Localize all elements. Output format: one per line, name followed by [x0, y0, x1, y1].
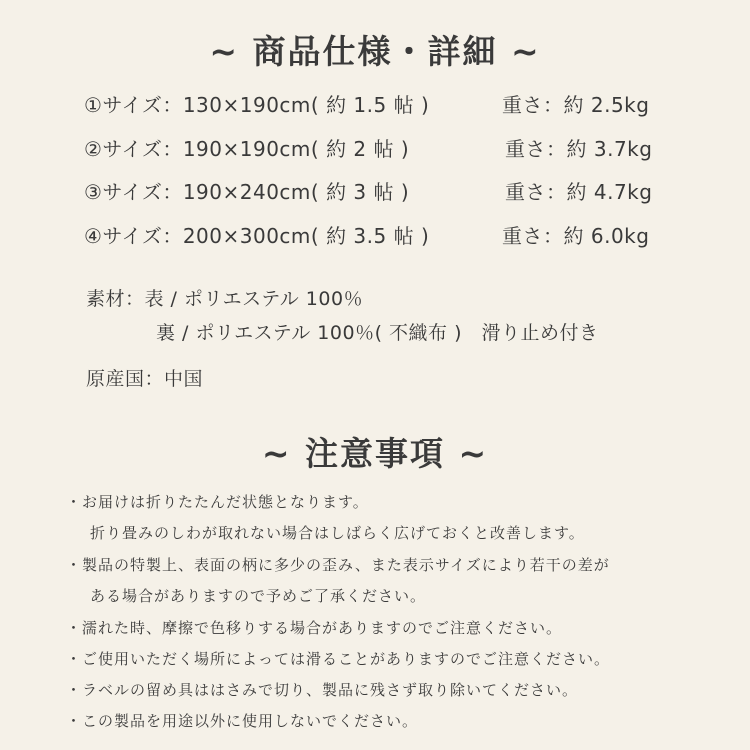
material-back: 裏 / ポリエステル 100％( 不織布 ) 滑り止め付き: [156, 322, 599, 344]
notice-item-1-cont: 折り畳みのしわが取れない場合はしばらく広げておくと改善します。: [90, 524, 585, 542]
notice-item-5: ・ラベルの留め具ははさみで切り、製品に残さず取り除いてください。: [66, 681, 579, 699]
spec-weight-row-2: 重さ：約 3.7kg: [505, 137, 653, 161]
notice-section-title: ~ 注意事項 ~: [261, 434, 489, 473]
spec-size-row-4: ④サイズ：200×300cm( 約 3.5 帖 ): [84, 224, 430, 248]
spec-weight-row-4: 重さ：約 6.0kg: [502, 224, 650, 248]
spec-weight-row-3: 重さ：約 4.7kg: [505, 180, 653, 204]
notice-item-4: ・ご使用いただく場所によっては滑ることがありますのでご注意ください。: [66, 650, 611, 668]
material-front: 素材：表 / ポリエステル 100％: [86, 288, 364, 310]
notice-item-1: ・お届けは折りたたんだ状態となります。: [66, 493, 369, 511]
notice-item-6: ・この製品を用途以外に使用しないでください。: [66, 712, 419, 730]
notice-item-3: ・濡れた時、摩擦で色移りする場合がありますのでご注意ください。: [66, 619, 563, 637]
origin-country: 原産国：中国: [86, 368, 204, 390]
spec-weight-row-1: 重さ：約 2.5kg: [502, 93, 650, 117]
notice-item-2: ・製品の特製上、表面の柄に多少の歪み、また表示サイズにより若干の差が: [66, 556, 610, 574]
notice-item-2-cont: ある場合がありますので予めご了承ください。: [90, 587, 427, 605]
spec-size-row-3: ③サイズ：190×240cm( 約 3 帖 ): [84, 180, 410, 204]
spec-size-row-2: ②サイズ：190×190cm( 約 2 帖 ): [84, 137, 410, 161]
spec-size-row-1: ①サイズ：130×190cm( 約 1.5 帖 ): [84, 93, 430, 117]
spec-section-title: ~ 商品仕様・詳細 ~: [209, 32, 541, 71]
